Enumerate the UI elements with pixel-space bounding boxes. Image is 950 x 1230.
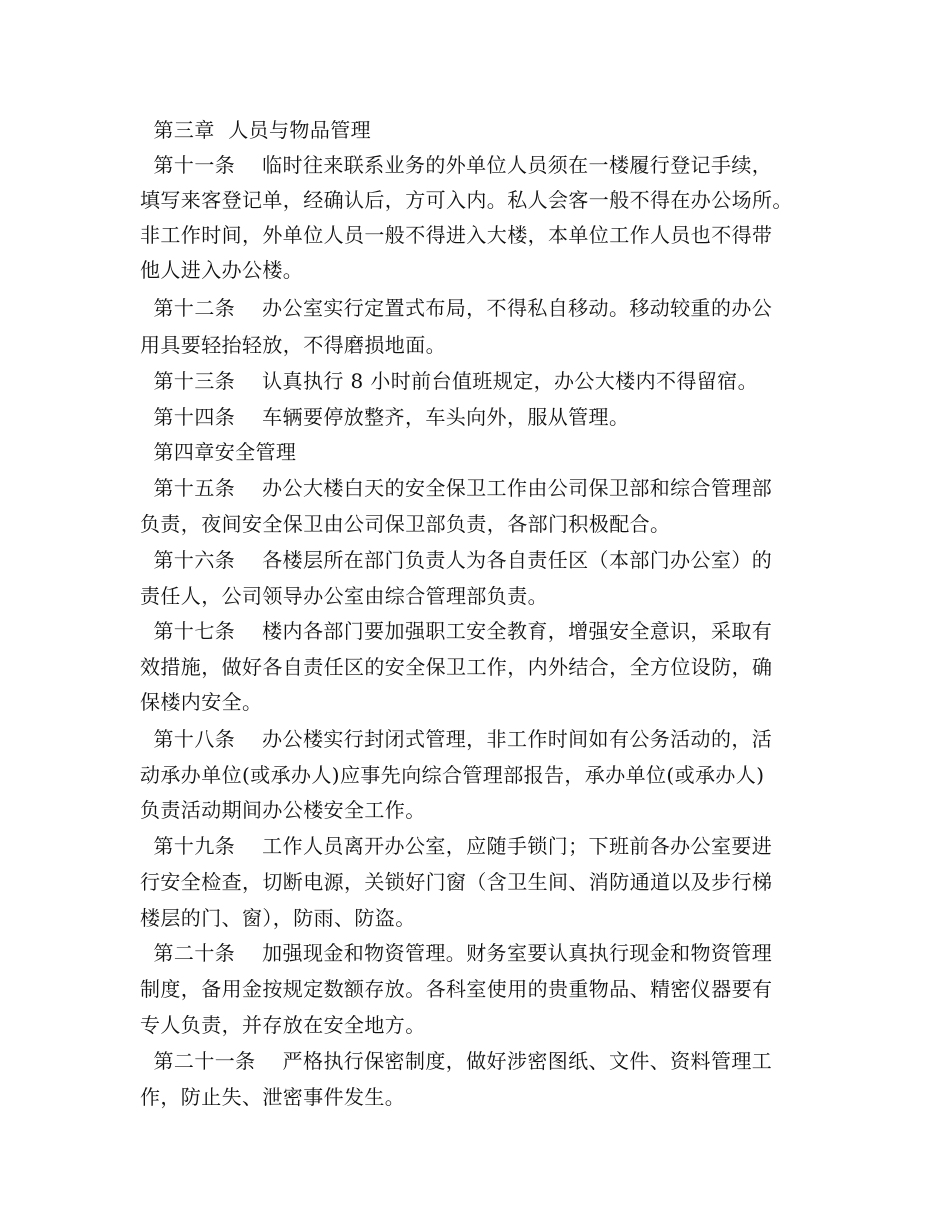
- article-20-line-1: 第二十条 加强现金和物资管理。财务室要认真执行现金和物资管理: [140, 941, 773, 965]
- article-11-line-3: 非工作时间，外单位人员一般不得进入大楼，本单位工作人员也不得带: [140, 223, 773, 247]
- article-19-line-2: 行安全检查，切断电源，关锁好门窗（含卫生间、消防通道以及步行梯: [140, 870, 773, 894]
- article-14: 第十四条 车辆要停放整齐，车头向外，服从管理。: [140, 405, 630, 429]
- chapter-heading: 第三章 人员与物品管理: [140, 118, 372, 142]
- article-15-line-1: 第十五条 办公大楼白天的安全保卫工作由公司保卫部和综合管理部: [140, 476, 773, 500]
- article-18-line-3: 负责活动期间办公楼安全工作。: [140, 798, 426, 822]
- article-20-line-2: 制度，备用金按规定数额存放。各科室使用的贵重物品、精密仪器要有: [140, 977, 773, 1001]
- article-21-line-1: 第二十一条 严格执行保密制度，做好涉密图纸、文件、资料管理工: [140, 1049, 773, 1073]
- article-17-line-2: 效措施，做好各自责任区的安全保卫工作，内外结合，全方位设防，确: [140, 655, 773, 679]
- article-12-line-2: 用具要轻抬轻放，不得磨损地面。: [140, 333, 446, 357]
- article-16-line-1: 第十六条 各楼层所在部门负责人为各自责任区（本部门办公室）的: [140, 548, 773, 572]
- article-15-line-2: 负责，夜间安全保卫由公司保卫部负责，各部门积极配合。: [140, 512, 671, 536]
- article-18-line-2: 动承办单位(或承办人)应事先向综合管理部报告，承办单位(或承办人): [140, 763, 765, 787]
- article-11-line-2: 填写来客登记单，经确认后，方可入内。私人会客一般不得在办公场所。: [140, 188, 793, 212]
- article-16-line-2: 责任人，公司领导办公室由综合管理部负责。: [140, 584, 548, 608]
- article-20-line-3: 专人负责，并存放在安全地方。: [140, 1013, 426, 1037]
- article-17-line-1: 第十七条 楼内各部门要加强职工安全教育，增强安全意识，采取有: [140, 619, 773, 643]
- article-18-line-1: 第十八条 办公楼实行封闭式管理，非工作时间如有公务活动的，活: [140, 727, 773, 751]
- article-17-line-3: 保楼内安全。: [140, 690, 263, 714]
- article-11-line-1: 第十一条 临时往来联系业务的外单位人员须在一楼履行登记手续，: [140, 153, 773, 177]
- article-19-line-1: 第十九条 工作人员离开办公室，应随手锁门；下班前各办公室要进: [140, 834, 773, 858]
- article-19-line-3: 楼层的门、窗），防雨、防盗。: [140, 906, 416, 930]
- article-12-line-1: 第十二条 办公室实行定置式布局，不得私自移动。移动较重的办公: [140, 296, 773, 320]
- article-21-line-2: 作，防止失、泄密事件发生。: [140, 1085, 406, 1109]
- article-11-line-4: 他人进入办公楼。: [140, 258, 304, 282]
- article-13: 第十三条 认真执行 8 小时前台值班规定，办公大楼内不得留宿。: [140, 369, 758, 393]
- chapter-heading: 第四章安全管理: [140, 440, 297, 464]
